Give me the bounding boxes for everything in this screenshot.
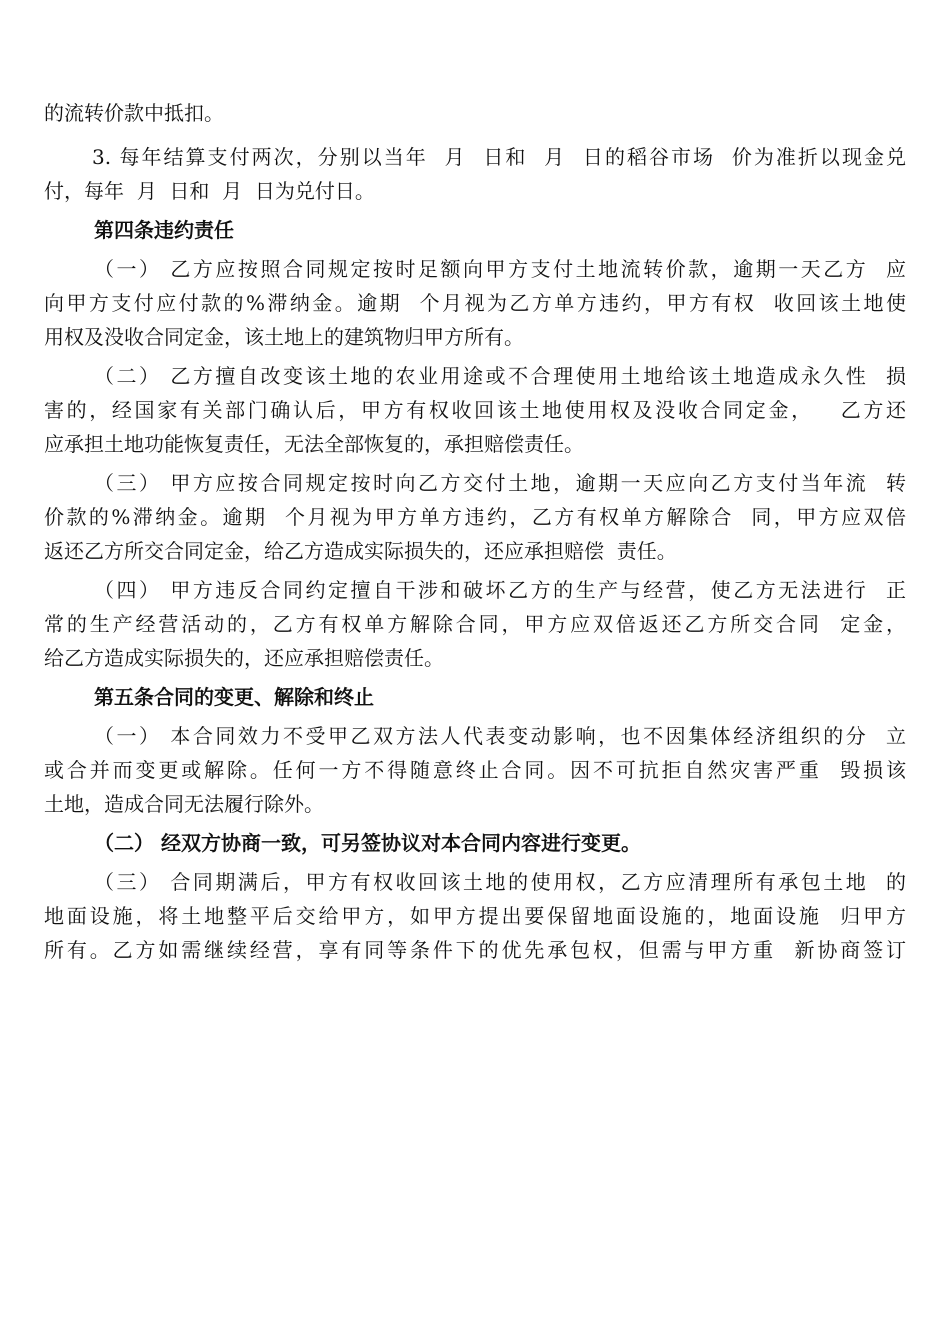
body-line: 应承担土地功能恢复责任，无法全部恢复的，承担赔偿责任。: [44, 432, 584, 456]
body-line: 向甲方支付应付款的%滞纳金。逾期 个月视为乙方单方违约，甲方有权 收回该土地使: [44, 291, 906, 315]
body-line: 土地，造成合同无法履行除外。: [44, 792, 324, 816]
document-page: [44, 96, 906, 967]
body-line: 价款的%滞纳金。逾期 个月视为甲方单方违约，乙方有权单方解除合 同，甲方应双倍: [44, 505, 906, 529]
section-heading-article-5: 第五条合同的变更、解除和终止: [94, 685, 374, 709]
body-line: 或合并而变更或解除。任何一方不得随意终止合同。因不可抗拒自然灾害严重 毁损该: [44, 758, 906, 782]
body-line: 用权及没收合同定金，该土地上的建筑物归甲方所有。: [44, 325, 524, 349]
body-line: 所有。乙方如需继续经营，享有同等条件下的优先承包权，但需与甲方重 新协商签订: [44, 938, 906, 962]
body-line: 地面设施，将土地整平后交给甲方，如甲方提出要保留地面设施的，地面设施 归甲方: [44, 904, 906, 928]
section-heading-article-4: 第四条违约责任: [94, 218, 234, 242]
body-line: 付，每年 月 日和 月 日为兑付日。: [44, 179, 375, 203]
body-line: 害的，经国家有关部门确认后，甲方有权收回该土地使用权及没收合同定金， 乙方还: [44, 398, 906, 422]
clause-4-2-line: （二） 乙方擅自改变该土地的农业用途或不合理使用土地给该土地造成永久性 损: [94, 364, 906, 388]
clause-5-3-line: （三） 合同期满后，甲方有权收回该土地的使用权，乙方应清理所有承包土地 的: [94, 870, 906, 894]
clause-4-3-line: （三） 甲方应按合同规定按时向乙方交付土地，逾期一天应向乙方支付当年流 转: [94, 471, 906, 495]
body-line: 常的生产经营活动的，乙方有权单方解除合同，甲方应双倍返还乙方所交合同 定金，: [44, 612, 906, 636]
body-line: 给乙方造成实际损失的，还应承担赔偿责任。: [44, 646, 444, 670]
clause-5-1-line: （一） 本合同效力不受甲乙双方法人代表变动影响，也不因集体经济组织的分 立: [94, 724, 906, 748]
body-line: 的流转价款中抵扣。: [44, 101, 224, 125]
clause-4-4-line: （四） 甲方违反合同约定擅自干涉和破坏乙方的生产与经营，使乙方无法进行 正: [94, 578, 906, 602]
clause-5-2-line: （二） 经双方协商一致，可另签协议对本合同内容进行变更。: [94, 831, 641, 855]
body-line: 返还乙方所交合同定金，给乙方造成实际损失的，还应承担赔偿 责任。: [44, 539, 677, 563]
clause-4-1-line: （一） 乙方应按照合同规定按时足额向甲方支付土地流转价款，逾期一天乙方 应: [94, 257, 906, 281]
clause-3-line: 3. 每年结算支付两次，分别以当年 月 日和 月 日的稻谷市场 价为准折以现金兑: [92, 145, 906, 169]
